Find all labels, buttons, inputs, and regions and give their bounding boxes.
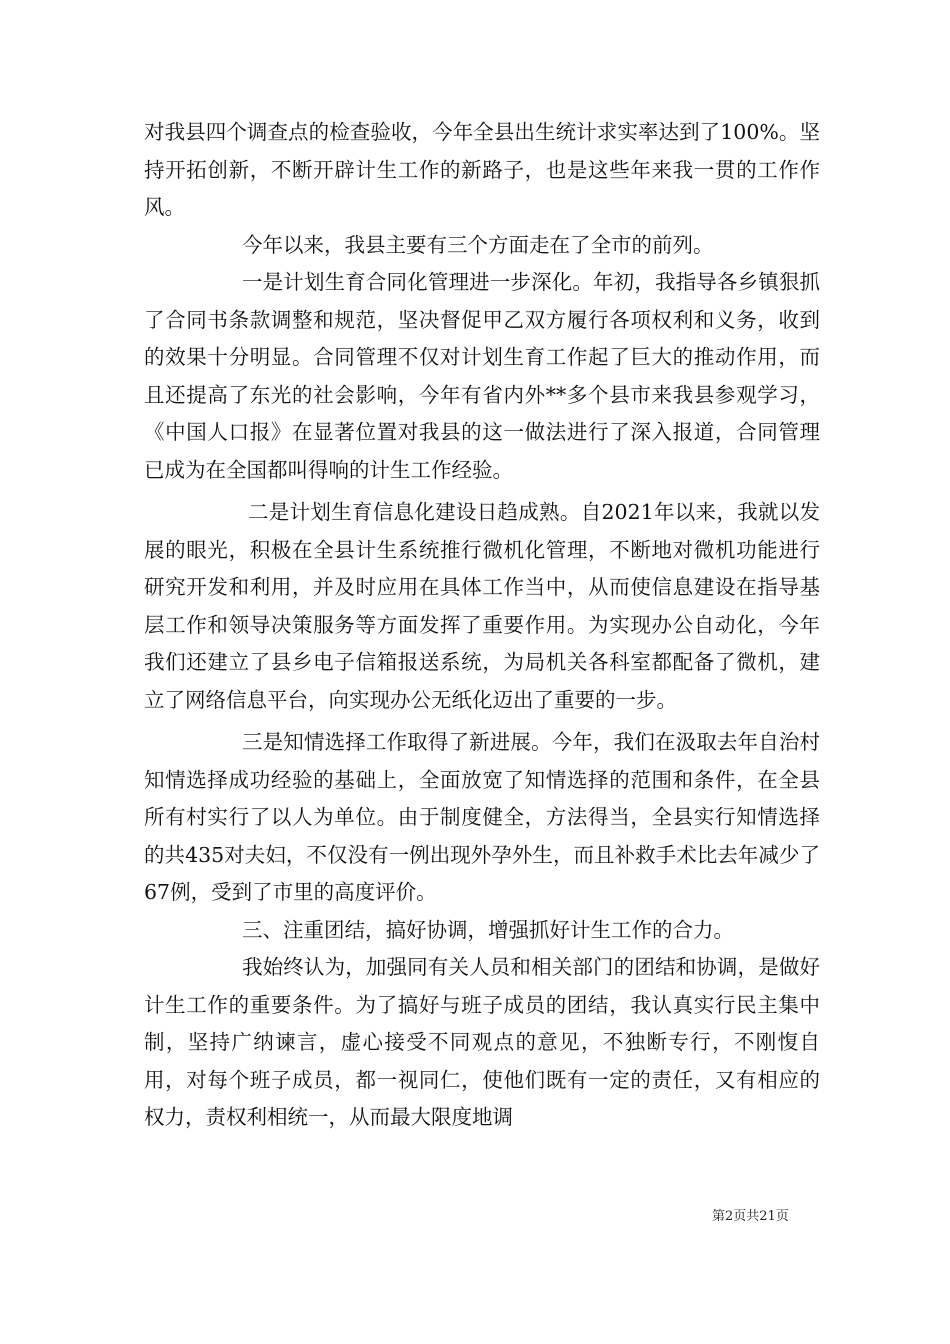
paragraph-1: 对我县四个调查点的检查验收，今年全县出生统计求实率达到了100%。坚持开拓创新，不断开辟计生工作的新路子，也是这些年来我一贯的工作作风。 bbox=[144, 120, 820, 219]
paragraph-4: 二是计划生育信息化建设日趋成熟。自2021年以来，我就以发展的眼光，积极在全县计生系统推行微机化管理，不断地对微机功能进行研究开发和利用，并及时应用在具体工作当中，从而使信息建设在指导基层工作和领导决策服务等方面发挥了重要作用。为实现办公自动化，今年我们还建立了县乡电子信箱报送系统，为局机关各科室都配备了微机，建立了网络信息平台，向实现办公无纸化迈出了重要的一步。 bbox=[144, 500, 820, 712]
page-number-footer: 第2页共21页 bbox=[712, 1209, 789, 1224]
section-heading-3: 三、注重团结，搞好协调，增强抓好计生工作的合力。 bbox=[242, 917, 734, 942]
paragraph-3: 一是计划生育合同化管理进一步深化。年初，我指导各乡镇狠抓了合同书条款调整和规范，坚决督促甲乙双方履行各项权利和义务，收到的效果十分明显。合同管理不仅对计划生育工作起了巨大的推动作用，而且还提高了东光的社会影响，今年有省内外**多个县市来我县参观学习，《中国人口报》在显著位置对我县的这一做法进行了深入报道，合同管理已成为在全国都叫得响的计生工作经验。 bbox=[144, 270, 820, 482]
paragraph-5: 三是知情选择工作取得了新进展。今年，我们在汲取去年自治村知情选择成功经验的基础上，全面放宽了知情选择的范围和条件，在全县所有村实行了以人为单位。由于制度健全，方法得当，全县实行知情选择的共435对夫妇，不仅没有一例出现外孕外生，而且补救手术比去年减少了67例，受到了市里的高度评价。 bbox=[144, 730, 820, 904]
paragraph-2: 今年以来，我县主要有三个方面走在了全市的前列。 bbox=[242, 232, 714, 257]
paragraph-7: 我始终认为，加强同有关人员和相关部门的团结和协调，是做好计生工作的重要条件。为了搞好与班子成员的团结，我认真实行民主集中制，坚持广纳谏言，虚心接受不同观点的意见，不独断专行，不刚愎自用，对每个班子成员，都一视同仁，使他们既有一定的责任，又有相应的权力，责权利相统一，从而最大限度地调 bbox=[144, 955, 820, 1129]
document-body bbox=[144, 114, 820, 1137]
